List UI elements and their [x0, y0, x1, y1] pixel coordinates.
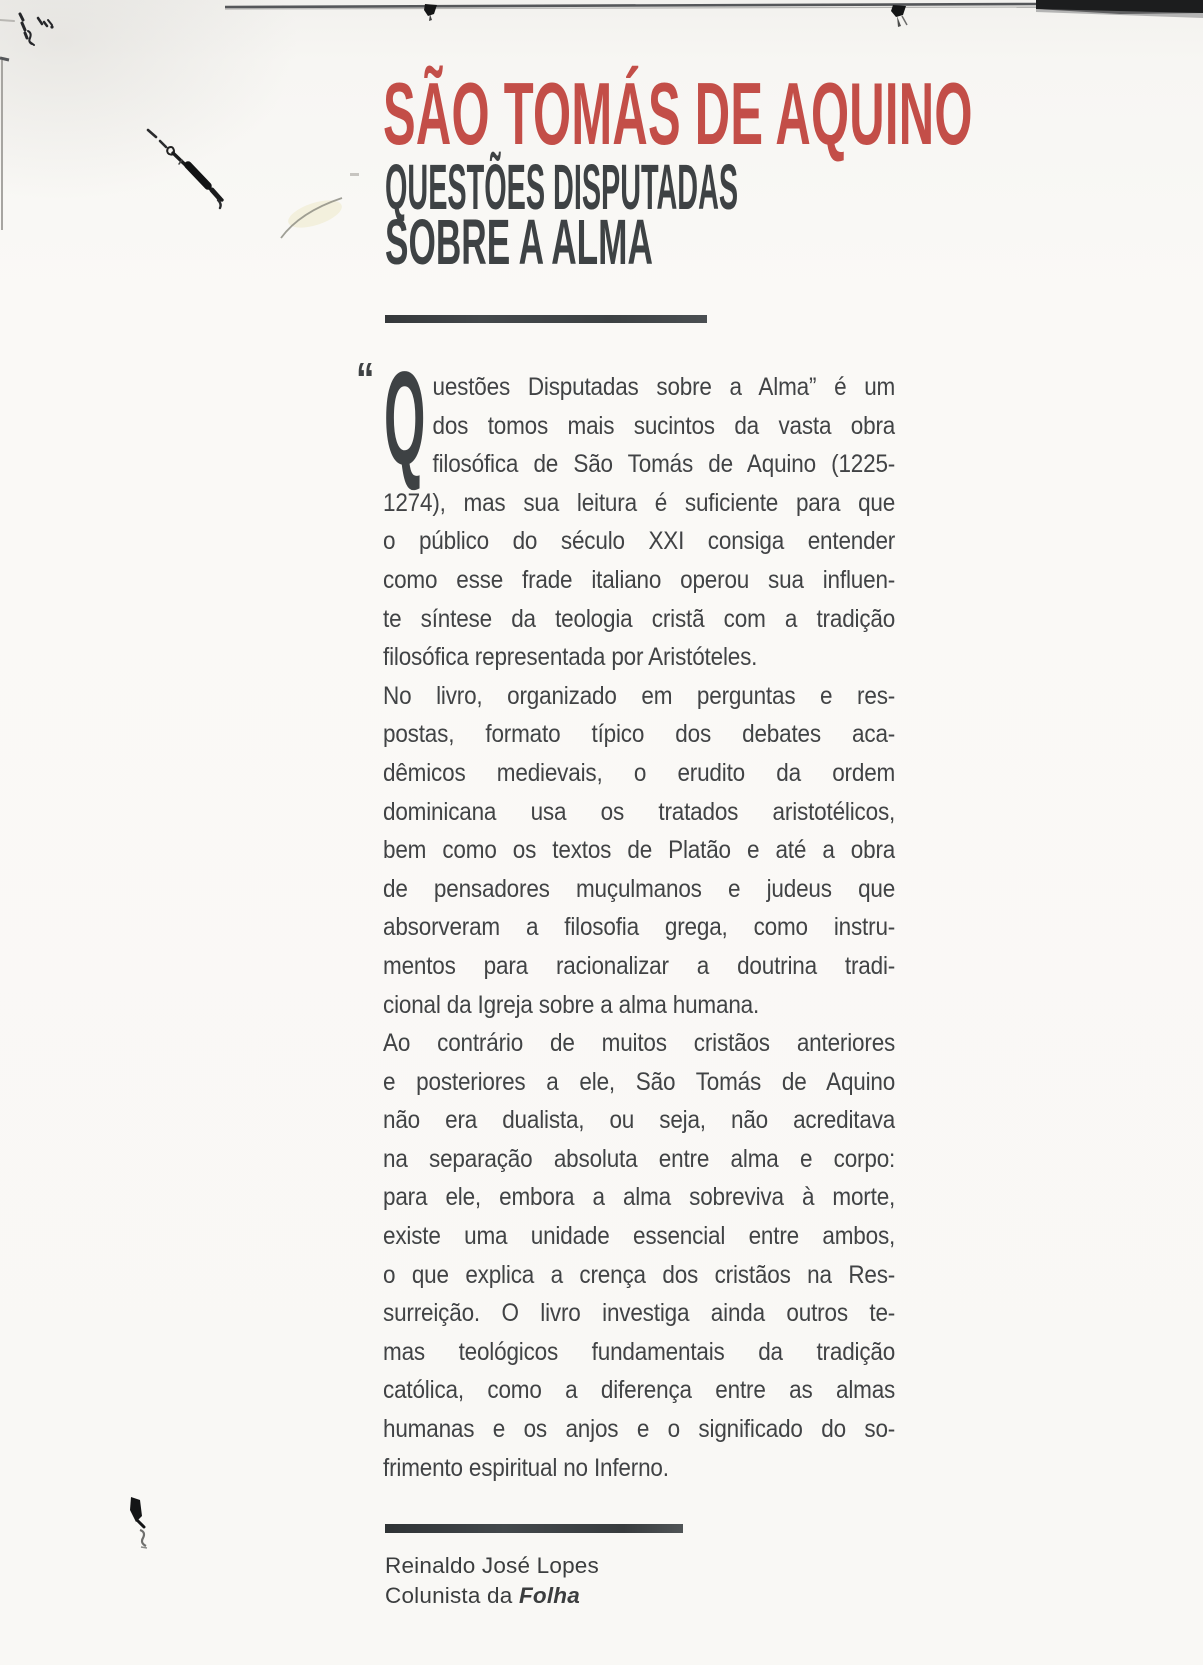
body-line: frimento espiritual no Inferno.: [383, 1453, 669, 1482]
body-line: mentos para racionalizar a doutrina tradi-: [383, 951, 896, 980]
body-line: dos tomos mais sucintos da vasta obra: [432, 411, 896, 440]
page-left-edge-mark: [0, 58, 9, 230]
body-line: o público do século XXI consiga entender: [383, 527, 896, 556]
body-line: o que explica a crença dos cristãos na Res-: [383, 1260, 896, 1289]
publication-name: Folha: [518, 1583, 580, 1608]
body-line: na separação absoluta entre alma e corpo:: [383, 1144, 896, 1173]
page-top-edge-mark: [225, 0, 1203, 18]
body-line: surreição. O livro investiga ainda outros te-: [383, 1299, 896, 1328]
ink-flick-mark: [130, 1497, 147, 1548]
body-line: dêmicos medievais, o erudito da ordem: [383, 758, 896, 787]
drop-cap: Q: [384, 345, 426, 493]
body-line: absorveram a filosofia grega, como instru-: [383, 913, 896, 942]
body-line: de pensadores muçulmanos e judeus que: [383, 874, 896, 903]
author-role: [385, 1581, 599, 1611]
body-line: postas, formato típico dos debates aca-: [383, 720, 896, 749]
body-line: bem como os textos de Platão e até a obra: [383, 836, 896, 865]
body-line: 1274), mas sua leitura é suficiente para que: [383, 488, 896, 517]
body-line: uestões Disputadas sobre a Alma” é um: [432, 373, 896, 401]
body-line: filosófica representada por Aristóteles.: [383, 643, 758, 672]
body-line: e posteriores a ele, São Tomás de Aquino: [383, 1067, 896, 1096]
body-line: existe uma unidade essencial entre ambos,: [383, 1222, 896, 1251]
body-line: humanas e os anjos e o significado do so-: [383, 1415, 896, 1444]
body-line: para ele, embora a alma sobreviva à morte,: [383, 1183, 896, 1212]
body-line: não era dualista, ou seja, não acreditava: [383, 1106, 896, 1135]
body-line: Ao contrário de muitos cristãos anteriores: [383, 1029, 896, 1058]
margin-speck: [350, 173, 359, 176]
pen-scribble-mark: [0, 14, 54, 45]
book-title-line-2: SOBRE A ALMA: [385, 206, 653, 278]
book-title-line-1: QUESTÕES DISPUTADAS: [385, 151, 739, 223]
byline-rule: [385, 1524, 683, 1533]
book-author-heading: SÃO TOMÁS DE AQUINO: [383, 64, 973, 163]
author-role-text: Colunista da: [385, 1583, 519, 1608]
author-name: Reinaldo José Lopes: [385, 1553, 599, 1578]
body-line: mas teológicos fundamentais da tradição: [383, 1337, 896, 1366]
review-text-column: [383, 368, 895, 1487]
body-line: No livro, organizado em perguntas e res-: [383, 681, 896, 710]
ink-stroke-mark: [148, 130, 222, 208]
body-line: como esse frade italiano operou sua influen-: [383, 565, 896, 594]
heading-rule: [385, 315, 707, 323]
body-line: cional da Igreja sobre a alma humana.: [383, 990, 760, 1019]
byline: [385, 1551, 599, 1611]
body-line: dominicana usa os tratados aristotélicos,: [383, 797, 896, 826]
body-line: filosófica de São Tomás de Aquino (1225-: [432, 450, 896, 479]
body-line: te síntese da teologia cristã com a tradição: [383, 604, 896, 633]
opening-quote-mark: “: [356, 353, 375, 405]
body-line: católica, como a diferença entre as almas: [383, 1376, 896, 1405]
pencil-curve-mark: [281, 195, 345, 238]
